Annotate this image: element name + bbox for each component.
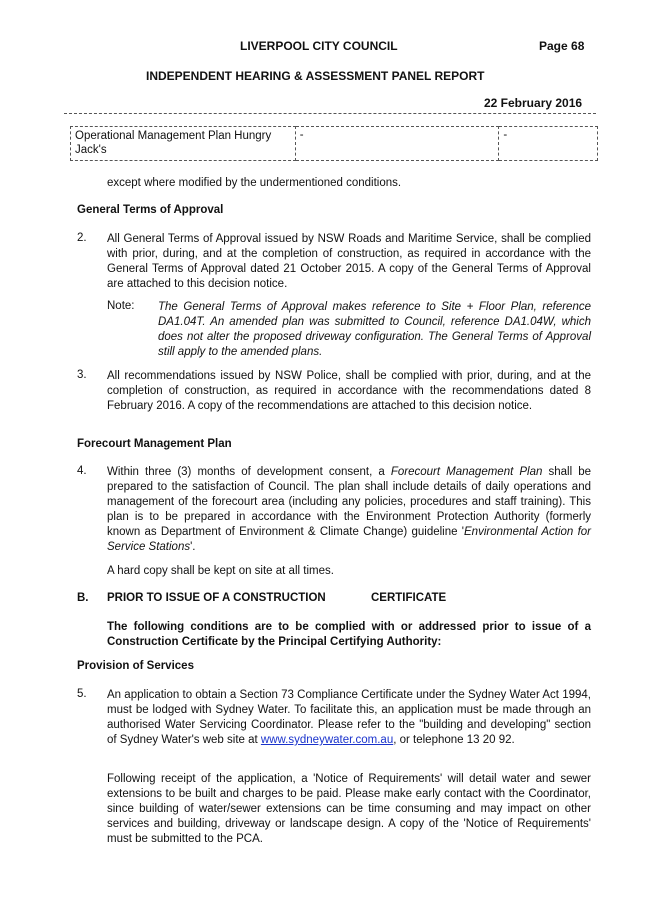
condition-2-text: All General Terms of Approval issued by NSW Roads and Maritime Service, shall be complied with prior, during, and at the completion of construction, as required in accordance with the General Terms of Approval dated 21 October 2015. A copy of the General Terms of Approval are attached to this decision notice. xyxy=(107,233,591,290)
council-name: LIVERPOOL CITY COUNCIL xyxy=(240,39,398,53)
condition-5-text: An application to obtain a Section 73 Compliance Certificate under the Sydney Water Act 1994, must be lodged with Sydney Water. To facilitate this, an application must be made through an authorised Water Servicing Coordinator. Please refer to the "building and developing" section of Sydney Water's web site at www.sydneywater.com.au, or telephone 13 20 92. xyxy=(107,689,591,746)
section-title-cont: CERTIFICATE xyxy=(371,592,447,604)
section-title: PRIOR TO ISSUE OF A CONSTRUCTION xyxy=(107,592,326,604)
section-letter: B. xyxy=(77,592,89,604)
condition-number: 2. xyxy=(77,232,87,244)
heading-provision-services: Provision of Services xyxy=(77,660,194,672)
note-text: The General Terms of Approval makes reference to Site + Floor Plan, reference DA1.04T. An amended plan was submitted to Council, reference DA1.04W, which does not alter the proposed driveway configuration. The General Terms of Approval still apply to the amended plans. xyxy=(158,301,591,358)
plan-name: Forecourt Management Plan xyxy=(390,466,543,478)
header-divider xyxy=(64,113,596,114)
following-receipt-text: Following receipt of the application, a 'Notice of Requirements' will detail water and sewer extensions to be built and charges to be paid. Please make early contact with the Coordinator, since building of water/sewer extensions can be time consuming and may impact on other services and building, driveway or landscape design. A copy of the 'Notice of Requirements' must be submitted to the PCA. xyxy=(107,773,591,845)
heading-forecourt: Forecourt Management Plan xyxy=(77,438,232,450)
condition-number: 3. xyxy=(77,369,87,381)
note-label: Note: xyxy=(107,300,135,312)
sydney-water-link[interactable]: www.sydneywater.com.au xyxy=(260,734,394,746)
hard-copy-text: A hard copy shall be kept on site at all times. xyxy=(107,565,334,577)
page-number: Page 68 xyxy=(539,39,585,53)
table-cell-document: Operational Management Plan Hungry Jack's xyxy=(71,127,296,161)
table-cell-date: - xyxy=(499,127,598,161)
section-intro: The following conditions are to be complied with or addressed prior to issue of a Construction Certificate by the Principal Certifying Authority: xyxy=(107,621,591,648)
table-cell-reference: - xyxy=(295,127,499,161)
table-row xyxy=(71,127,598,161)
heading-general-terms: General Terms of Approval xyxy=(77,204,224,216)
condition-number: 5. xyxy=(77,688,87,700)
guideline-name: Environmental Action for Service Stations xyxy=(107,526,591,553)
except-line: except where modified by the undermentioned conditions. xyxy=(107,177,402,189)
documents-table xyxy=(70,126,598,161)
condition-4-text: Within three (3) months of development consent, a Forecourt Management Plan shall be prepared to the satisfaction of Council. The plan shall include details of daily operations and management of the forecourt area (including any policies, procedures and staff training). This plan is to be prepared in accordance with the Environment Protection Authority (formerly known as Department of Environment & Climate Change) guideline 'Environmental Action for Service Stations'. xyxy=(107,466,591,553)
report-date: 22 February 2016 xyxy=(484,96,583,110)
condition-3-text: All recommendations issued by NSW Police, shall be complied with prior, during, and at the completion of construction, as required in accordance with the recommendations dated 8 February 2016. A copy of the recommendations are attached to this decision notice. xyxy=(107,370,591,412)
condition-number: 4. xyxy=(77,465,87,477)
report-title: INDEPENDENT HEARING & ASSESSMENT PANEL REPORT xyxy=(146,69,485,83)
